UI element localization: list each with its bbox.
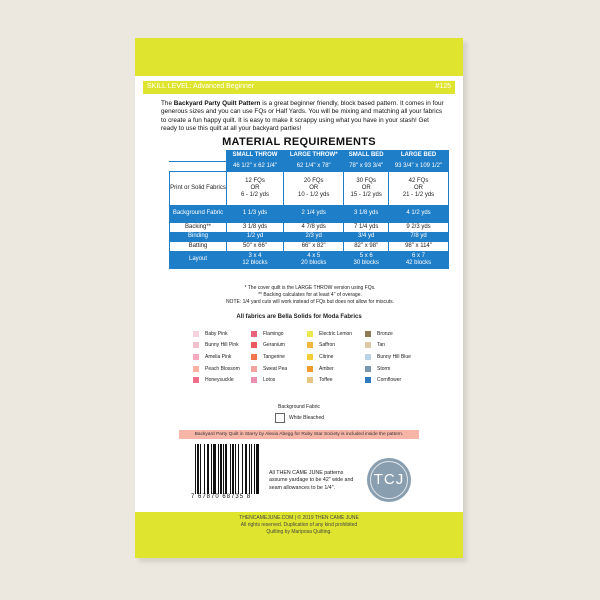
skill-level-bar [143, 81, 455, 94]
barcode-bar [211, 444, 212, 494]
material-value-cell: 2 1/4 yds [283, 206, 343, 223]
fabric-swatch [365, 363, 411, 375]
table-notes [165, 285, 455, 306]
fabric-color-chip [251, 354, 257, 360]
barcode-bar [213, 444, 216, 494]
material-value-cell: 2/3 yd [283, 233, 343, 242]
fabric-swatch [193, 363, 240, 375]
intro-body: is a great beginner friendly, block based pattern. It comes in four generous sizes and you can use FQs or Half Yards. You will be mixing and matching all your fabrics to create a fun happy quilt. It is easy to make it scrappy using what you have in your stash! Get ready to use this quilt at all your backyard parties! [161, 100, 444, 132]
fabric-name: Bronze [377, 330, 393, 337]
fabric-name: Saffron [319, 342, 336, 349]
material-value-cell: 20 FQs OR 10 - 1/2 yds [283, 172, 343, 206]
fabric-name: Lotos [263, 377, 276, 384]
fabric-name: Sweat Pea [263, 365, 288, 372]
barcode-bar [249, 444, 250, 494]
fabric-swatch [307, 363, 352, 375]
fabric-column [365, 328, 411, 386]
fabric-swatch [365, 351, 411, 363]
material-value-cell: 30 FQs OR 15 - 1/2 yds [344, 172, 389, 206]
fabric-column [307, 328, 352, 386]
barcode-bar [218, 444, 219, 494]
size-header-cell: SMALL THROW [227, 151, 284, 162]
barcode-bar [232, 444, 234, 494]
material-value-cell: 7 1/4 yds [344, 223, 389, 233]
fabric-name: Tan [377, 342, 386, 349]
size-dimensions-cell: 93 3/4" x 109 1/2" [388, 162, 448, 172]
fabric-swatch [307, 340, 352, 352]
material-value-cell: 4 x 5 20 blocks [283, 252, 343, 269]
barcode-bar [256, 444, 259, 494]
fabric-swatch [307, 351, 352, 363]
top-color-band [135, 38, 463, 76]
barcode-bar [230, 444, 231, 494]
fabric-color-chip [251, 377, 257, 383]
fabric-color-chip [193, 354, 199, 360]
intro-pre: The [161, 100, 174, 107]
material-row-label: Background Fabric [170, 206, 227, 223]
background-fabric-name: White Bleached [289, 415, 325, 421]
size-header-cell: LARGE BED [388, 151, 448, 162]
dimensions-corner [170, 162, 227, 172]
barcode-bar [204, 444, 205, 494]
fabric-swatch [365, 340, 411, 352]
header-corner [170, 151, 227, 162]
barcode-bar [197, 444, 199, 494]
fabric-name: Tangerine [263, 353, 285, 360]
fabric-swatch [193, 340, 240, 352]
fabric-name: Cornflower [377, 377, 402, 384]
table-note: * The cover quilt is the LARGE THROW version using FQs. [244, 285, 376, 291]
fabric-swatch [307, 328, 352, 340]
fabric-color-chip [307, 354, 313, 360]
fabric-name: Bunny Hill Blue [377, 353, 411, 360]
fabric-name: Honeysuckle [205, 377, 234, 384]
fabric-color-chip [251, 342, 257, 348]
material-row-label: Layout [170, 252, 227, 269]
fabric-color-chip [251, 331, 257, 337]
barcode [191, 444, 265, 504]
barcode-number: 7 67870 68735 8 [191, 494, 252, 500]
fabrics-title: All fabrics are Bella Solids for Moda Fabrics [236, 314, 362, 320]
fabric-color-chip [193, 342, 199, 348]
pattern-back-cover [135, 38, 463, 558]
barcode-bar [245, 444, 247, 494]
material-value-cell: 9 2/3 yds [388, 223, 448, 233]
tcj-logo: TCJ [367, 458, 411, 502]
background-fabric-label: Background Fabric [278, 404, 320, 410]
fabric-color-chip [365, 366, 371, 372]
material-value-cell: 4 1/2 yds [388, 206, 448, 223]
fabric-swatch [193, 374, 240, 386]
fabric-column [193, 328, 240, 386]
fabric-color-chip [365, 377, 371, 383]
size-header-cell: LARGE THROW* [283, 151, 343, 162]
fabric-credit-banner: Backyard Party Quilt in Starry by Alexia Abegg for Ruby Star Society is included inside the pattern. [179, 430, 419, 439]
material-value-cell: 5 x 6 30 blocks [344, 252, 389, 269]
barcode-bars [195, 444, 261, 494]
material-value-cell: 98" x 114" [388, 242, 448, 252]
material-row [170, 172, 449, 206]
size-dimensions-cell: 78" x 93 3/4" [344, 162, 389, 172]
material-row [170, 206, 449, 223]
barcode-bar [195, 444, 196, 494]
fabric-swatch [251, 363, 287, 375]
fabric-color-chip [307, 342, 313, 348]
material-value-cell: 7/8 yd [388, 233, 448, 242]
dimensions-row [170, 162, 449, 172]
fabric-swatch [307, 374, 352, 386]
material-row-label: Print or Solid Fabrics [170, 172, 227, 206]
fabric-color-chip [307, 366, 313, 372]
table-note: ** Backing calculates for at least 4" of overage. [258, 292, 362, 298]
barcode-bar [251, 444, 252, 494]
white-bleached-color-chip [275, 413, 285, 423]
footer-line: All rights reserved. Duplication of any kind prohibited [240, 522, 358, 528]
fabric-swatch [251, 328, 287, 340]
fabric-color-chip [365, 342, 371, 348]
material-value-cell: 3/4 yd [344, 233, 389, 242]
fabric-name: Toffee [319, 377, 333, 384]
fabric-name: Peach Blossom [205, 365, 240, 372]
material-value-cell: 66" x 82" [283, 242, 343, 252]
material-requirements-title: MATERIAL REQUIREMENTS [222, 136, 376, 148]
material-value-cell: 1 1/3 yds [227, 206, 284, 223]
skill-level-text: SKILL LEVEL: Advanced Beginner [147, 83, 255, 90]
size-dimensions-cell: 62 1/4" x 78" [283, 162, 343, 172]
barcode-bar [223, 444, 224, 494]
barcode-bar [207, 444, 209, 494]
material-value-cell: 82" x 98" [344, 242, 389, 252]
material-value-cell: 3 x 4 12 blocks [227, 252, 284, 269]
fabric-swatch [251, 351, 287, 363]
fabric-name: Amelia Pink [205, 353, 232, 360]
footer-line: THENCAMEJUNE.COM | © 2019 THEN CAME JUNE [239, 515, 359, 521]
material-value-cell: 3 1/8 yds [344, 206, 389, 223]
fabric-color-chip [193, 377, 199, 383]
material-row [170, 242, 449, 252]
fabric-color-chip [193, 366, 199, 372]
material-requirements-table [169, 150, 449, 269]
barcode-bar [254, 444, 255, 494]
fabric-name: Electric Lemon [319, 330, 353, 337]
material-value-cell: 4 7/8 yds [283, 223, 343, 233]
table-note: NOTE: 1/4 yard cuts will work instead of FQs but does not allow for miscuts. [225, 299, 395, 305]
footer-text [135, 515, 463, 536]
fabric-swatch [193, 328, 240, 340]
fabric-swatch [365, 374, 411, 386]
fabric-color-chip [307, 331, 313, 337]
barcode-bar [242, 444, 243, 494]
fabric-swatch [251, 374, 287, 386]
barcode-bar [200, 444, 201, 494]
yardage-note: All THEN CAME JUNE patterns assume yardage to be 42" wide and seam allowances to be 1/4". [269, 470, 354, 491]
material-value-cell: 12 FQs OR 6 - 1/2 yds [227, 172, 284, 206]
size-header-cell: SMALL BED [344, 151, 389, 162]
fabric-column [251, 328, 287, 386]
fabric-name: Bunny Hill Pink [205, 342, 239, 349]
material-value-cell: 6 x 7 42 blocks [388, 252, 448, 269]
size-header-row [170, 151, 449, 162]
fabric-name: Baby Pink [205, 330, 228, 337]
fabric-name: Geranium [263, 342, 285, 349]
footer-line: Quilting by Mariposa Quilting. [266, 529, 332, 535]
material-row-label: Batting [170, 242, 227, 252]
size-dimensions-cell: 46 1/2" x 62 1/4" [227, 162, 284, 172]
background-fabric-swatch [275, 413, 324, 423]
fabric-name: Citrine [319, 353, 334, 360]
fabric-swatch [193, 351, 240, 363]
fabric-name: Storm [377, 365, 391, 372]
material-value-cell: 50" x 66" [227, 242, 284, 252]
fabric-color-chip [365, 354, 371, 360]
material-value-cell: 3 1/8 yds [227, 223, 284, 233]
intro-pattern-name: Backyard Party Quilt Pattern [173, 100, 261, 107]
material-value-cell: 1/2 yd [227, 233, 284, 242]
barcode-bar [238, 444, 239, 494]
material-row [170, 233, 449, 242]
fabric-name: Amber [319, 365, 334, 372]
material-row-label: Backing** [170, 223, 227, 233]
material-row [170, 223, 449, 233]
fabric-color-chip [307, 377, 313, 383]
barcode-bar [235, 444, 236, 494]
fabric-swatch [251, 340, 287, 352]
fabric-color-chip [193, 331, 199, 337]
fabric-name: Flamingo [263, 330, 284, 337]
intro-paragraph [161, 100, 445, 133]
fabric-color-chip [365, 331, 371, 337]
fabric-color-chip [251, 366, 257, 372]
material-row [170, 252, 449, 269]
barcode-bar [225, 444, 227, 494]
material-value-cell: 42 FQs OR 21 - 1/2 yds [388, 172, 448, 206]
material-row-label: Binding [170, 233, 227, 242]
barcode-bar [220, 444, 222, 494]
fabric-swatch [365, 328, 411, 340]
pattern-number: #125 [435, 83, 451, 90]
